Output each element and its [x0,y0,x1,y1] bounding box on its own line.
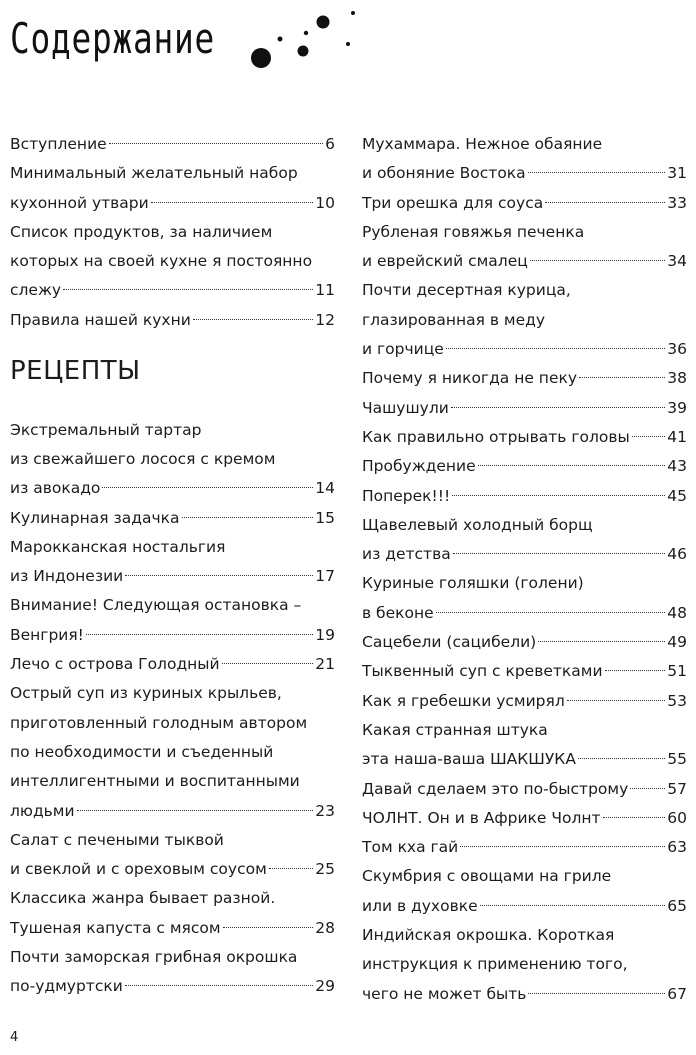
toc-line [10,797,335,826]
toc-line [10,159,335,188]
toc-line [362,159,687,188]
toc-entry-text: или в духовке [362,896,478,915]
toc-line [362,804,687,833]
toc-page-number: 29 [315,977,335,996]
toc-entry-text: и горчице [362,340,444,359]
dot-leader [579,377,665,378]
toc-line [362,482,687,511]
dot-leader [460,846,665,847]
toc-page-number: 34 [667,252,687,271]
toc-entry-text: Вступление [10,135,107,153]
toc-line [10,416,335,445]
dot-leader [125,985,313,986]
toc-line [362,335,687,364]
dot-leader [151,202,314,203]
toc-page-number: 57 [667,779,687,798]
toc-line [362,569,687,598]
toc-page-number: 46 [667,545,687,564]
decorative-dots-icon [240,6,370,76]
toc-line [362,833,687,862]
dot-leader [193,319,313,320]
toc-page-number: 48 [667,603,687,622]
toc-entry-text: Куриные голяшки (голени) [362,574,584,593]
toc-line [10,247,335,276]
toc-page-number: 17 [315,567,335,586]
dot-leader [451,407,665,408]
toc-line [10,189,335,218]
toc-entry-text: и еврейский смалец [362,252,528,271]
toc-entry-text: из Индонезии [10,567,124,586]
dot-leader [63,289,313,290]
toc-left-column [10,130,335,1002]
toc-line [362,892,687,921]
toc-line [362,306,687,335]
dot-leader [452,495,665,496]
dot-leader [102,487,313,488]
toc-line [10,218,335,247]
toc-line [362,218,687,247]
toc-line [10,826,335,855]
page-number: 4 [10,1030,19,1045]
toc-entry-text: из детства [362,545,451,564]
dot-leader [223,927,314,928]
dot-leader [446,348,665,349]
toc-entry-text: в беконе [362,603,434,622]
toc-page-number: 14 [315,479,335,498]
toc-entry-text: Тыквенный суп с креветками [362,662,603,681]
toc-line [10,621,335,650]
toc-entry-text: Три орешка для соуса [362,193,544,212]
toc-entry-text: Почти десертная курица, [362,281,571,300]
toc-entry-text: Почему я никогда не пеку [362,369,578,388]
dot-leader [603,817,666,818]
dot-leader [453,553,666,554]
toc-right-column [362,130,687,1009]
toc-entry-text: из свежайшего лосося с кремом [10,449,276,468]
dot-leader [528,993,665,994]
page-title: Содержание [10,14,216,63]
toc-page-number: 67 [667,984,687,1003]
toc-line [362,540,687,569]
dot-leader [538,641,665,642]
toc-page-number: 31 [667,164,687,183]
toc-line [362,364,687,393]
toc-line [10,504,335,533]
toc-line [362,423,687,452]
toc-entry-text: Почти заморская грибная окрошка [10,948,298,967]
toc-page-number: 53 [667,691,687,710]
toc-line [10,679,335,708]
toc-line [362,189,687,218]
toc-line [362,921,687,950]
toc-line [10,855,335,884]
toc-line [10,591,335,620]
toc-line [10,943,335,972]
toc-line [362,276,687,305]
toc-entry-text: Правила нашей кухни [10,310,191,329]
toc-page-number: 21 [315,655,335,674]
toc-entry-text: из авокадо [10,479,101,498]
dot-leader [182,517,314,518]
toc-entry-text: Какая странная штука [362,720,548,739]
toc-entry-text: Тушеная капуста с мясом [10,918,221,937]
toc-line [10,914,335,943]
dot-leader [480,905,666,906]
toc-page-number: 36 [667,340,687,359]
toc-entry-text: слежу [10,281,62,300]
toc-line [362,628,687,657]
toc-entry-text: эта наша-ваша ШАКШУКА [362,750,576,769]
toc-entry-text: Салат с печеными тыквой [10,830,224,849]
toc-line [362,394,687,423]
toc-line [10,650,335,679]
toc-page-number: 51 [667,662,687,681]
toc-entry-text: Острый суп из куриных крыльев, [10,684,282,703]
toc-entry-text: кухонной утвари [10,193,149,212]
toc-entry-text: инструкция к применению того, [362,955,628,974]
toc-line [362,130,687,159]
dot-leader [605,670,666,671]
toc-entry-text: и свеклой и с ореховым соусом [10,860,267,879]
toc-entry-text: Внимание! Следующая остановка – [10,596,302,615]
dot-leader [478,465,666,466]
toc-line [10,130,335,159]
toc-page-number: 60 [667,808,687,827]
toc-page-number: 41 [667,427,687,446]
toc-entry-text: Кулинарная задачка [10,508,180,527]
dot-leader [86,634,313,635]
dot-leader [109,143,323,144]
dot-leader [545,202,665,203]
toc-entry-text: Венгрия! [10,625,84,644]
toc-page-number: 45 [667,486,687,505]
toc-page-number: 55 [667,750,687,769]
toc-entry-text: Поперек!!! [362,486,451,505]
toc-entry-text: Пробуждение [362,457,476,476]
toc-entry-text: Давай сделаем это по-быстрому [362,779,629,798]
toc-line [362,452,687,481]
toc-entry-text: ЧОЛНТ. Он и в Африке Чолнт [362,808,601,827]
toc-page-number: 23 [315,801,335,820]
toc-entry-text: Марокканская ностальгия [10,537,226,556]
toc-page-number: 6 [325,135,335,153]
toc-page-number: 63 [667,838,687,857]
toc-line [10,306,335,335]
toc-entry-text: Чашушули [362,398,449,417]
toc-line [10,972,335,1001]
toc-line [10,884,335,913]
toc-entry-text: Мухаммара. Нежное обаяние [362,135,603,153]
toc-entry-text: по-удмуртски [10,977,123,996]
toc-page-number: 43 [667,457,687,476]
toc-entry-text: глазированная в меду [362,310,546,329]
toc-line [362,716,687,745]
toc-page-number: 28 [315,918,335,937]
toc-entry-text: Сацебели (сацибели) [362,633,537,652]
toc-entry-text: Том кха гай [362,838,459,857]
toc-page-number: 25 [315,860,335,879]
toc-entry-text: Индийская окрошка. Короткая [362,926,615,945]
toc-entry-text: приготовленный голодным автором [10,713,308,732]
toc-line [10,738,335,767]
toc-line [362,247,687,276]
toc-entry-text: Минимальный желательный набор [10,164,298,183]
dot-leader [77,810,314,811]
toc-entry-text: Список продуктов, за наличием [10,222,273,241]
recipes-left-list [10,416,335,1002]
toc-line [362,980,687,1009]
toc-line [362,950,687,979]
toc-entry-text: Щавелевый холодный борщ [362,515,593,534]
toc-page-number: 19 [315,625,335,644]
dot-leader [436,612,666,613]
toc-entry-text: людьми [10,801,75,820]
dot-leader [632,436,666,437]
dot-leader [567,700,666,701]
dot-leader [528,172,666,173]
dot-leader [269,868,313,869]
toc-line [10,562,335,591]
toc-page-number: 49 [667,633,687,652]
toc-page-number: 11 [315,281,335,300]
toc-entry-text: интеллигентными и воспитанными [10,772,300,791]
toc-page-number: 12 [315,310,335,329]
toc-line [362,862,687,891]
toc-line [362,745,687,774]
toc-line [362,511,687,540]
dot-leader [222,663,314,664]
toc-page-number: 10 [315,193,335,212]
toc-entry-text: и обоняние Востока [362,164,526,183]
toc-page-number: 33 [667,193,687,212]
toc-entry-text: Как правильно отрывать головы [362,427,630,446]
recipes-right-list [362,130,687,1009]
toc-entry-text: чего не может быть [362,984,527,1003]
toc-entry-text: Скумбрия с овощами на гриле [362,867,612,886]
toc-line [10,533,335,562]
toc-entry-text: Экстремальный тартар [10,420,202,439]
toc-entry-text: по необходимости и съеденный [10,742,274,761]
toc-page-number: 38 [667,369,687,388]
section-heading: РЕЦЕПТЫ [10,356,141,387]
toc-line [10,474,335,503]
toc-line [362,775,687,804]
intro-list [10,130,335,335]
toc-line [10,445,335,474]
toc-page-number: 15 [315,508,335,527]
toc-entry-text: которых на своей кухне я постоянно [10,252,313,271]
toc-line [10,709,335,738]
dot-leader [630,788,665,789]
toc-entry-text: Как я гребешки усмирял [362,691,565,710]
dot-leader [125,575,313,576]
toc-line [362,687,687,716]
toc-page-number: 65 [667,896,687,915]
toc-line [10,767,335,796]
toc-line [362,657,687,686]
toc-entry-text: Классика жанра бывает разной. [10,889,276,908]
toc-line [10,276,335,305]
toc-entry-text: Рубленая говяжья печенка [362,222,585,241]
dot-leader [530,260,665,261]
toc-page-number: 39 [667,398,687,417]
toc-line [362,599,687,628]
dot-leader [578,758,665,759]
toc-entry-text: Лечо с острова Голодный [10,655,220,674]
